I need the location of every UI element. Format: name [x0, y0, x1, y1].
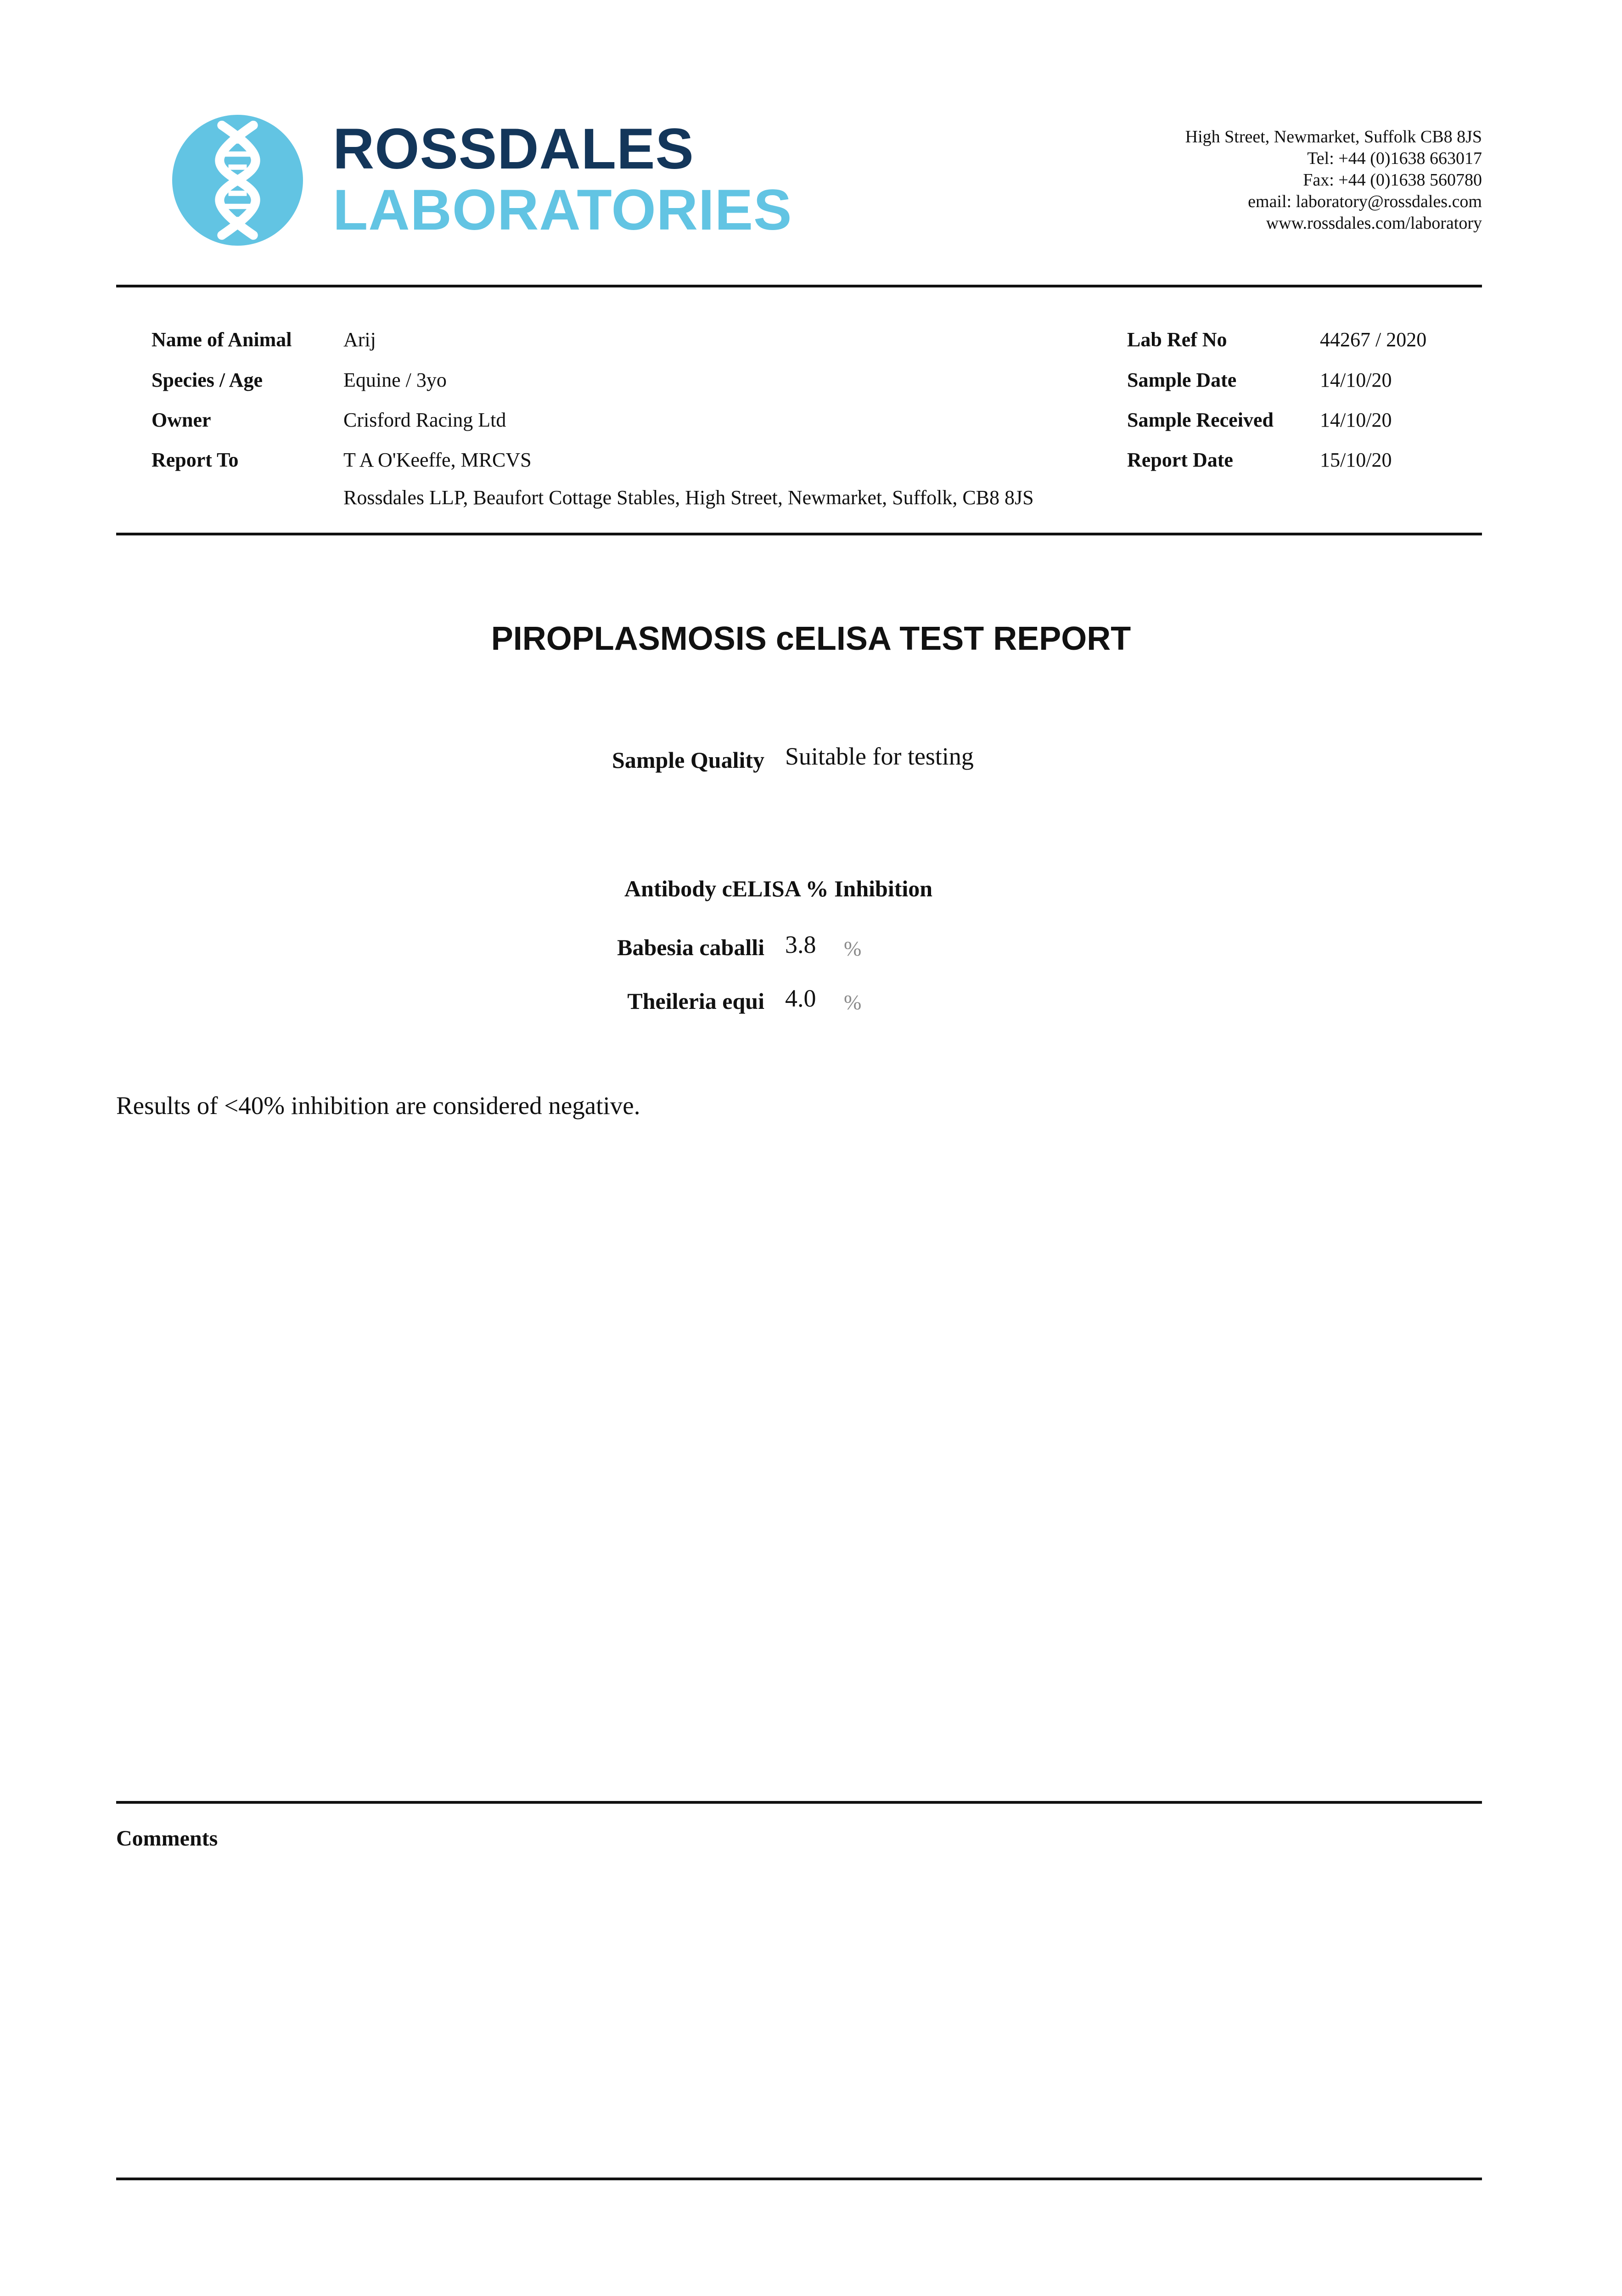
- sample-received-label: Sample Received: [1127, 409, 1274, 431]
- report-date-value: 15/10/20: [1320, 449, 1392, 471]
- info-divider: [116, 533, 1482, 535]
- contact-email: email: laboratory@rossdales.com: [1248, 192, 1482, 211]
- name-of-animal-value: Arij: [343, 328, 376, 351]
- comments-divider: [116, 1801, 1482, 1804]
- sample-quality-label: Sample Quality: [612, 747, 764, 773]
- lab-ref-label: Lab Ref No: [1127, 328, 1227, 351]
- report-to-address: Rossdales LLP, Beaufort Cottage Stables, High Street, Newmarket, Suffolk, CB8 8JS: [343, 486, 1034, 509]
- contact-tel: Tel: +44 (0)1638 663017: [1307, 149, 1482, 168]
- report-date-label: Report Date: [1127, 449, 1233, 471]
- contact-fax: Fax: +44 (0)1638 560780: [1303, 170, 1482, 190]
- theileria-equi-label: Theileria equi: [627, 988, 764, 1014]
- sample-quality-value: Suitable for testing: [785, 743, 974, 770]
- owner-value: Crisford Racing Ltd: [343, 409, 506, 431]
- species-age-label: Species / Age: [152, 369, 263, 391]
- theileria-equi-value: 4.0: [785, 985, 816, 1012]
- name-of-animal-label: Name of Animal: [152, 328, 292, 351]
- dna-helix-icon: [172, 115, 303, 246]
- lab-ref-value: 44267 / 2020: [1320, 328, 1427, 351]
- antibody-section-heading: Antibody cELISA % Inhibition: [624, 876, 933, 901]
- babesia-caballi-value: 3.8: [785, 931, 816, 958]
- contact-block: [1185, 126, 1482, 234]
- sample-date-label: Sample Date: [1127, 369, 1237, 391]
- report-title: PIROPLASMOSIS cELISA TEST REPORT: [491, 620, 1131, 657]
- babesia-caballi-unit: %: [844, 937, 862, 960]
- theileria-equi-unit: %: [844, 990, 862, 1014]
- sample-date-value: 14/10/20: [1320, 369, 1392, 391]
- species-age-value: Equine / 3yo: [343, 369, 447, 391]
- brand-name-line2: LABORATORIES: [333, 178, 792, 242]
- report-to-value: T A O'Keeffe, MRCVS: [343, 449, 532, 471]
- contact-website: www.rossdales.com/laboratory: [1266, 214, 1482, 233]
- report-to-label: Report To: [152, 449, 239, 471]
- brand-name-line1: ROSSDALES: [333, 117, 694, 181]
- header-divider: [116, 285, 1482, 287]
- sample-received-value: 14/10/20: [1320, 409, 1392, 431]
- interpretation-note: Results of <40% inhibition are considered negative.: [116, 1092, 640, 1120]
- babesia-caballi-label: Babesia caballi: [617, 934, 764, 960]
- footer-divider: [116, 2178, 1482, 2180]
- contact-address: High Street, Newmarket, Suffolk CB8 8JS: [1185, 127, 1482, 146]
- owner-label: Owner: [152, 409, 211, 431]
- comments-label: Comments: [116, 1826, 218, 1851]
